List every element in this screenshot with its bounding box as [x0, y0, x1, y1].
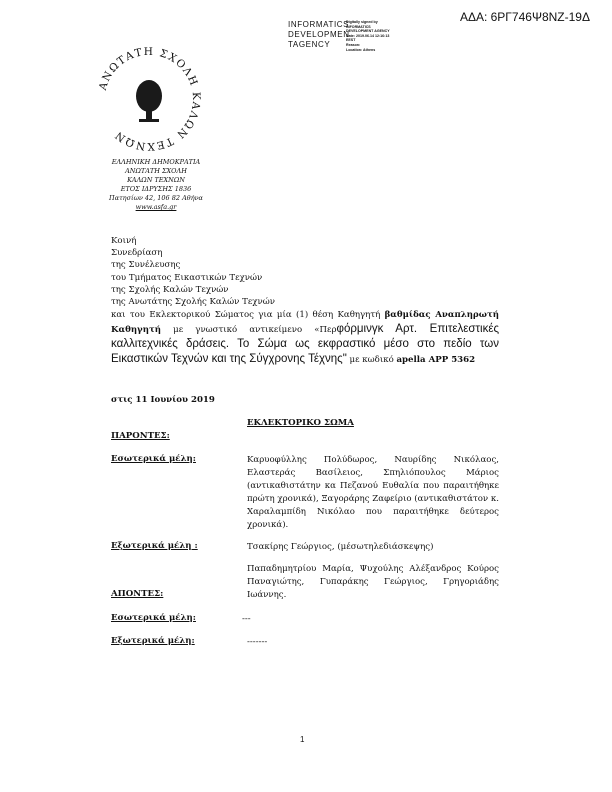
institution-address: Πατησίων 42, 106 82 Αθήνα [109, 194, 203, 202]
school-seal-logo [94, 44, 204, 154]
address-line: της Ανωτάτης Σχολής Καλών Τεχνών [111, 297, 275, 308]
committee-title: ΕΚΛΕΚΤΟΡΙΚΟ ΣΩΜΑ [247, 418, 354, 428]
signature-stamp-details: Digitally signed by INFORMATICS DEVELOPMENT AGENCY Date: 2019.06.14 12:16:13 EEST Reason: Location: Athens [346, 20, 390, 52]
address-line: του Τμήματος Εικαστικών Τεχνών [111, 272, 263, 283]
present-internal-label: Εσωτερικά μέλη: [111, 454, 196, 464]
institution-line: ΕΛΛΗΝΙΚΗ ΔΗΜΟΚΡΑΤΙΑ [111, 158, 201, 166]
institution-line: ΚΑΛΩΝ ΤΕΧΝΩΝ [127, 176, 185, 184]
absent-internal-members: --- [242, 614, 251, 624]
absent-internal-label: Εσωτερικά μέλη: [111, 613, 196, 623]
present-heading: ΠΑΡΟΝΤΕΣ: [111, 431, 170, 441]
institution-line: ΑΝΩΤΑΤΗ ΣΧΟΛΗ [125, 167, 187, 175]
page-number: 1 [300, 735, 305, 744]
meeting-date: στις 11 Ιουνίου 2019 [111, 395, 215, 405]
absent-external-members: ------- [247, 637, 268, 647]
ada-code: ΑΔΑ: 6ΡΓ746Ψ8ΝΖ-19Δ [459, 10, 590, 24]
address-line: της Συνέλευσης [111, 260, 181, 271]
address-line: της Σχολής Καλών Τεχνών [111, 284, 229, 295]
subject-paragraph: και του Εκλεκτορικού Σώματος για μία (1) θέση Καθηγητή βαθμίδας Αναπληρωτή Καθηγητή με γνωστικό αντικείμενο «Περφόρμινγκ Αρτ. Επιτελεστικές καλλιτεχνικές δράσεις. Το Σώμα ως εκφραστικό μέσο στο πεδίο των Εικαστικών Τεχνών και της Σύγχρονης Τέχνης" με κωδικό apella APP 5362 [111, 310, 499, 365]
institution-line: ΕΤΟΣ ΙΔΡΥΣΗΣ 1836 [120, 185, 192, 193]
address-line: Συνεδρίαση [111, 248, 163, 259]
website-link[interactable]: www.asfa.gr [135, 203, 177, 211]
present-external-members: Παπαδημητρίου Μαρία, Ψυχούλης Αλέξανδρος Κούρος Παναγιώτης, Γυπαράκης Γεώργιος, Γρηγοριάδης Ιωάννης. [247, 564, 499, 600]
present-external-members-remote: Τσακίρης Γεώργιος, (μέσωτηλεδιάσκεψης) [247, 542, 434, 552]
absent-heading: ΑΠΟΝΤΕΣ: [111, 589, 164, 599]
seal-text: ΑΝΩΤΑΤΗ ΣΧΟΛΗ ΚΑΛΩΝ ΤΕΧΝΩΝ [96, 45, 203, 153]
signature-stamp-agency: INFORMATICS DEVELOPMEN TAGENCY [288, 20, 350, 49]
present-internal-members: Καρυοφύλλης Πολύδωρος, Ναυρίδης Νικόλαος, Ελαστεράς Βασίλειος, Σπηλιόπουλος Μάριος (αντικαθιστάτην κα Πεζανού Ευθαλία που παραιτήθηκε πρώτη χρονικά), Ξαγοράρης Ζαφείριο (αντικαθιστάτον κ. Χαραλαμπίδη Νικόλαο που παραιτήθηκε δεύτερος χρονικά). [247, 455, 499, 530]
institution-block [102, 158, 210, 212]
present-external-label: Εξωτερικά μέλη : [111, 541, 198, 551]
address-block [111, 235, 275, 308]
absent-external-label: Εξωτερικά μέλη: [111, 636, 195, 646]
address-line: Κοινή [111, 236, 137, 246]
